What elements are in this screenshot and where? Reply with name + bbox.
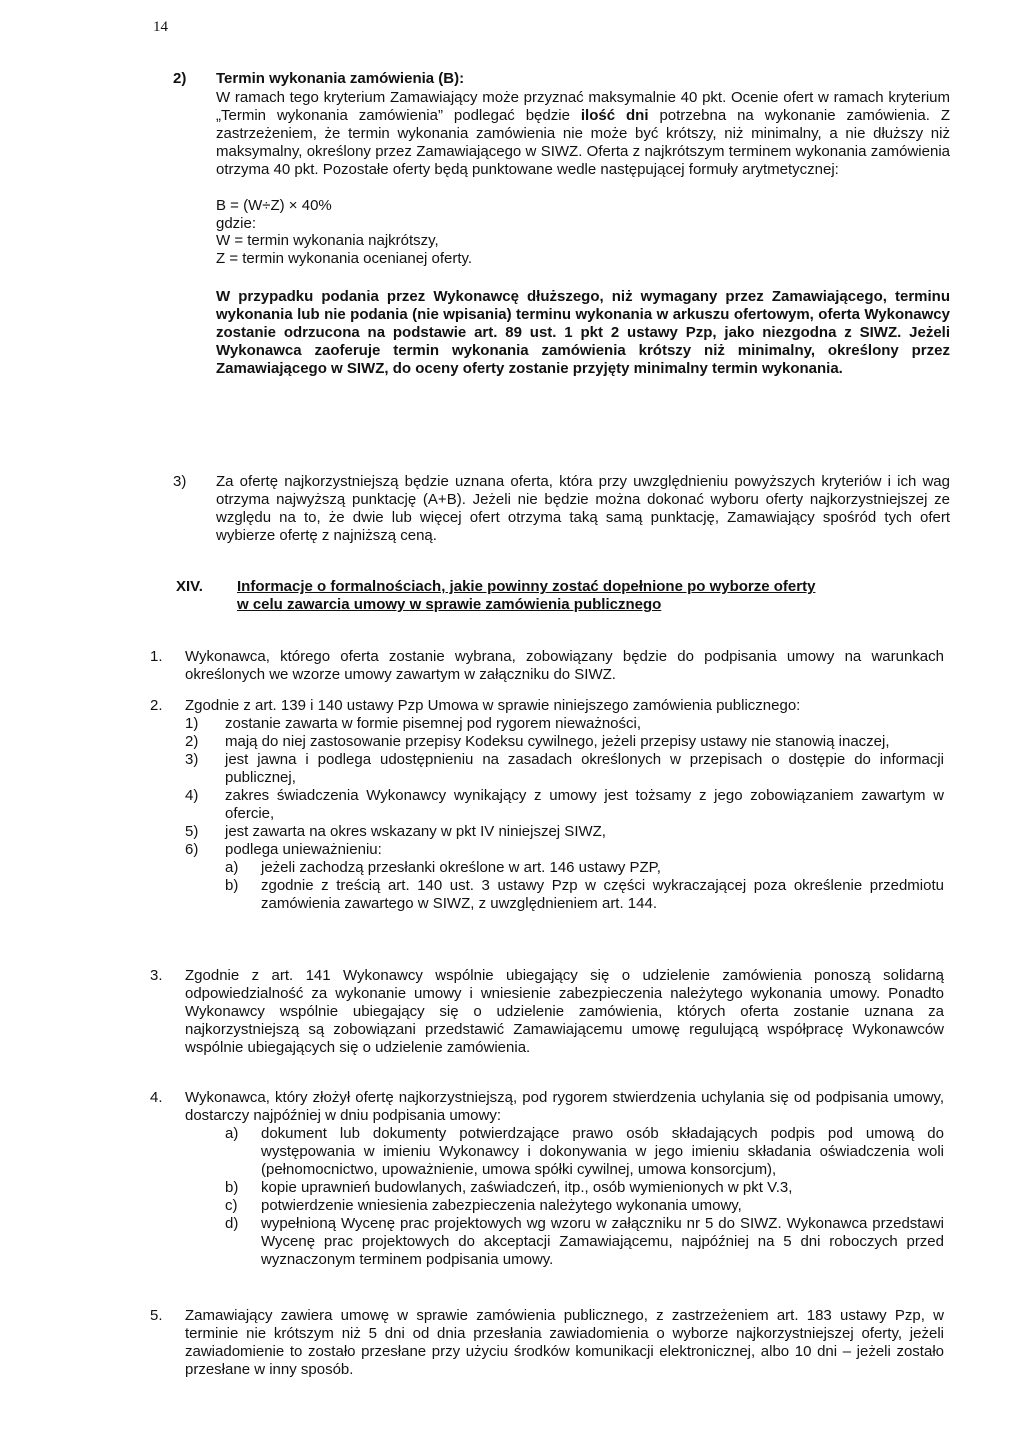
formula-w-definition: W = termin wykonania najkrótszy,	[216, 232, 439, 249]
clause-2-number: 2.	[150, 697, 163, 714]
clause-5	[150, 1307, 944, 1379]
list-item: 1) zostanie zawarta w formie pisemnej pod rygorem nieważności,	[185, 715, 642, 732]
list-item: 2) mają do niej zastosowanie przepisy Kodeksu cywilnego, jeżeli przepisy ustawy nie stanowią inaczej,	[185, 733, 890, 750]
clause-2	[150, 697, 944, 913]
clause-4-intro: Wykonawca, który złożył ofertę najkorzystniejszą, pod rygorem stwierdzenia uchylania się od podpisania umowy, dostarczy najpóźniej w dniu podpisania umowy:	[185, 1089, 944, 1124]
clause-4-list	[225, 1125, 944, 1269]
list-item: c) potwierdzenie wniesienia zabezpieczenia należytego wykonania umowy,	[225, 1197, 742, 1214]
section-xiv-title-line1: Informacje o formalnościach, jakie powinny zostać dopełnione po wyborze oferty	[237, 578, 816, 595]
clause-1-text: Wykonawca, którego oferta zostanie wybrana, zobowiązany będzie do podpisania umowy na warunkach określonych we wzorze umowy zawartym w załączniku do SIWZ.	[185, 648, 944, 683]
clause-5-number: 5.	[150, 1307, 163, 1324]
clause-2-intro: Zgodnie z art. 139 i 140 ustawy Pzp Umowa w sprawie niniejszego zamówienia publicznego:	[185, 697, 801, 714]
formula-z-definition: Z = termin wykonania ocenianej oferty.	[216, 249, 473, 267]
clause-2-list	[185, 715, 944, 913]
formula-where: gdzie:	[216, 214, 257, 232]
criterion-b-number: 2)	[173, 70, 187, 87]
list-item: b) zgodnie z treścią art. 140 ust. 3 ustawy Pzp w części wykraczającej poza określenie przedmiotu zamówienia zawartego w SIWZ, z uwzględnieniem art. 144.	[225, 877, 944, 912]
clause-3	[150, 967, 944, 1057]
best-offer-text: Za ofertę najkorzystniejszą będzie uznana oferta, która przy uwzględnieniu powyższych kryteriów i ich wag otrzyma najwyższą punktację (A+B). Jeżeli nie będzie można dokonać wyboru oferty najkorzystniejszej ze względu na to, że dwie lub więcej ofert otrzyma taką samą punktację, Zamawiający spośród tych ofert wybierze ofertę z najniższą ceną.	[216, 473, 950, 544]
list-item: 6) podlega unieważnieniu:	[185, 841, 382, 858]
criterion-b-section	[173, 70, 950, 378]
list-item: a) dokument lub dokumenty potwierdzające prawo osób składających podpis pod umową do występowania w imieniu Wykonawcy i dokonywania w jego imieniu składania oświadczenia woli (pełnomocnictwo, upoważnienie, umowa spółki cywilnej, umowa konsorcjum),	[225, 1125, 944, 1178]
clause-1	[150, 648, 944, 684]
list-item: 4) zakres świadczenia Wykonawcy wynikający z umowy jest tożsamy z jego zobowiązaniem zawartym w ofercie,	[185, 787, 944, 822]
clause-3-number: 3.	[150, 967, 163, 984]
list-item: d) wypełnioną Wycenę prac projektowych wg wzoru w załączniku nr 5 do SIWZ. Wykonawca przedstawi Wycenę prac projektowych do akceptacji Zamawiającemu, najpóźniej na 5 dni roboczych przed wyznaczonym terminem podpisania umowy.	[225, 1215, 944, 1268]
clause-3-text: Zgodnie z art. 141 Wykonawcy wspólnie ubiegający się o udzielenie zamówienia ponoszą solidarną odpowiedzialność za wykonanie umowy i wniesienie zabezpieczenia należytego wykonania umowy. Ponadto Wykonawcy wspólnie ubiegający się o udzielenie zamówienia, których oferta zostanie uznana za najkorzystniejszą są zobowiązani przedstawić Zamawiającemu umowę regulującą współpracę Wykonawców wspólnie ubiegających się o udzielenie zamówienia.	[185, 967, 944, 1056]
criterion-b-highlight: ilość dni	[580, 107, 649, 124]
formula: B = (W÷Z) × 40%	[216, 197, 332, 214]
list-item: b) kopie uprawnień budowlanych, zaświadczeń, itp., osób wymienionych w pkt V.3,	[225, 1179, 793, 1196]
list-item: 5) jest zawarta na okres wskazany w pkt IV niniejszej SIWZ,	[185, 823, 606, 840]
clause-1-number: 1.	[150, 648, 163, 665]
best-offer-number: 3)	[173, 473, 187, 490]
criterion-b-title: Termin wykonania zamówienia (B):	[216, 70, 465, 87]
clause-4	[150, 1089, 944, 1269]
clause-5-text: Zamawiający zawiera umowę w sprawie zamówienia publicznego, z zastrzeżeniem art. 183 ustawy Pzp, w terminie nie krótszym niż 5 dni od dnia przesłania zawiadomienia o wyborze najkorzystniejszej oferty, jeżeli zawiadomienie to zostało przesłane przy użyciu środków komunikacji elektronicznej, albo 10 dni – jeżeli zostało przesłane w inny sposób.	[185, 1307, 944, 1378]
criterion-b-description: W ramach tego kryterium Zamawiający może przyznać maksymalnie 40 pkt. Ocenie ofert w ramach kryterium „Termin wykonania zamówienia” podlegać będzie ilość dni potrzebna na wykonanie zamówienia. Z zastrzeżeniem, że termin wykonania zamówienia nie może być krótszy, niż minimalny, a nie dłuższy niż maksymalny, określony przez Zamawiającego w SIWZ. Oferta z najkrótszym terminem wykonania zamówienia otrzyma 40 pkt. Pozostałe oferty będą punktowane wedle następującej formuły arytmetycznej:	[216, 89, 951, 178]
criterion-b-rejection-rule: W przypadku podania przez Wykonawcę dłuższego, niż wymagany przez Zamawiającego, terminu wykonania lub nie podania (nie wpisania) terminu wykonania w arkuszu ofertowym, oferta Wykonawcy zostanie odrzucona na podstawie art. 89 ust. 1 pkt 2 ustawy Pzp, jako niezgodna z SIWZ. Jeżeli Wykonawca zaoferuje termin wykonania zamówienia krótszy niż minimalny, określony przez Zamawiającego w SIWZ, do oceny oferty zostanie przyjęty minimalny termin wykonania.	[216, 288, 950, 377]
list-item: a) jeżeli zachodzą przesłanki określone w art. 146 ustawy PZP,	[225, 859, 661, 876]
section-xiv-heading	[176, 578, 956, 614]
best-offer-rule	[173, 473, 950, 545]
section-xiv-title-line2: w celu zawarcia umowy w sprawie zamówienia publicznego	[237, 596, 662, 613]
clause-2-sublist	[225, 859, 944, 913]
section-xiv-number: XIV.	[176, 578, 203, 595]
formula-block	[216, 197, 950, 267]
page-number: 14	[153, 19, 168, 35]
list-item: 3) jest jawna i podlega udostępnieniu na zasadach określonych w przepisach o dostępie do informacji publicznej,	[185, 751, 944, 786]
clause-4-number: 4.	[150, 1089, 163, 1106]
